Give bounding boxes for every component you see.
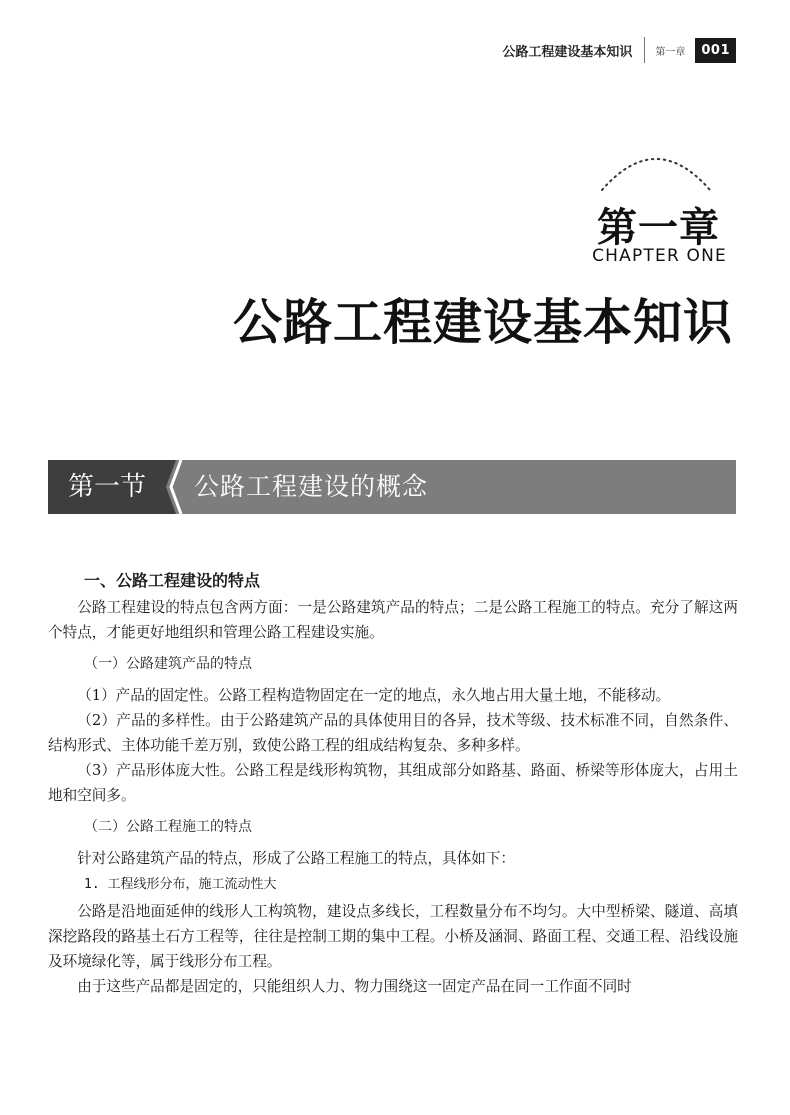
running-header-chapter: 第一章 <box>655 46 686 58</box>
heading-level-1: 一、公路工程建设的特点 <box>84 571 261 590</box>
dotted-arc-ornament <box>598 150 716 196</box>
chapter-english-label: CHAPTER ONE <box>592 246 727 266</box>
running-header-book-title: 公路工程建设基本知识 <box>502 44 633 60</box>
section-banner-wedge <box>166 460 188 514</box>
list-item: （2）产品的多样性。由于公路建筑产品的具体使用目的各异，技术等级、技术标准不同，自然条件、结构形式、主体功能千差万别，致使公路工程的组成结构复杂、多种多样。 <box>48 712 738 754</box>
running-header <box>502 36 736 64</box>
numbered-heading: 1. 工程线形分布，施工流动性大 <box>84 877 277 892</box>
list-item: （3）产品形体庞大性。公路工程是线形构筑物，其组成部分如路基、路面、桥梁等形体庞大，占用土地和空间多。 <box>48 762 738 804</box>
chapter-number: 第一章 <box>597 205 720 251</box>
body-text <box>48 568 738 999</box>
section-title: 公路工程建设的概念 <box>194 472 429 501</box>
list-item: （1）产品的固定性。公路工程构造物固定在一定的地点，永久地占用大量土地，不能移动。 <box>77 687 671 704</box>
section-label: 第一节 <box>48 460 166 514</box>
paragraph: 由于这些产品都是固定的，只能组织人力、物力围绕这一固定产品在同一工作面不同时 <box>77 978 632 995</box>
subheading: （一）公路建筑产品的特点 <box>84 656 252 672</box>
chapter-title: 公路工程建设基本知识 <box>232 294 733 351</box>
subheading: （二）公路工程施工的特点 <box>84 819 252 835</box>
paragraph: 公路工程建设的特点包含两方面：一是公路建筑产品的特点；二是公路工程施工的特点。充分了解这两个特点，才能更好地组织和管理公路工程建设实施。 <box>48 599 738 641</box>
paragraph: 针对公路建筑产品的特点，形成了公路工程施工的特点，具体如下： <box>77 850 516 867</box>
paragraph: 公路是沿地面延伸的线形人工构筑物，建设点多线长，工程数量分布不均匀。大中型桥梁、隧道、高填深挖路段的路基土石方工程等，往往是控制工期的集中工程。小桥及涵洞、路面工程、交通工程、沿线设施及环境绿化等，属于线形分布工程。 <box>48 903 738 970</box>
page-number-badge: 001 <box>695 38 736 63</box>
running-header-divider <box>644 37 645 63</box>
section-banner <box>48 460 736 514</box>
